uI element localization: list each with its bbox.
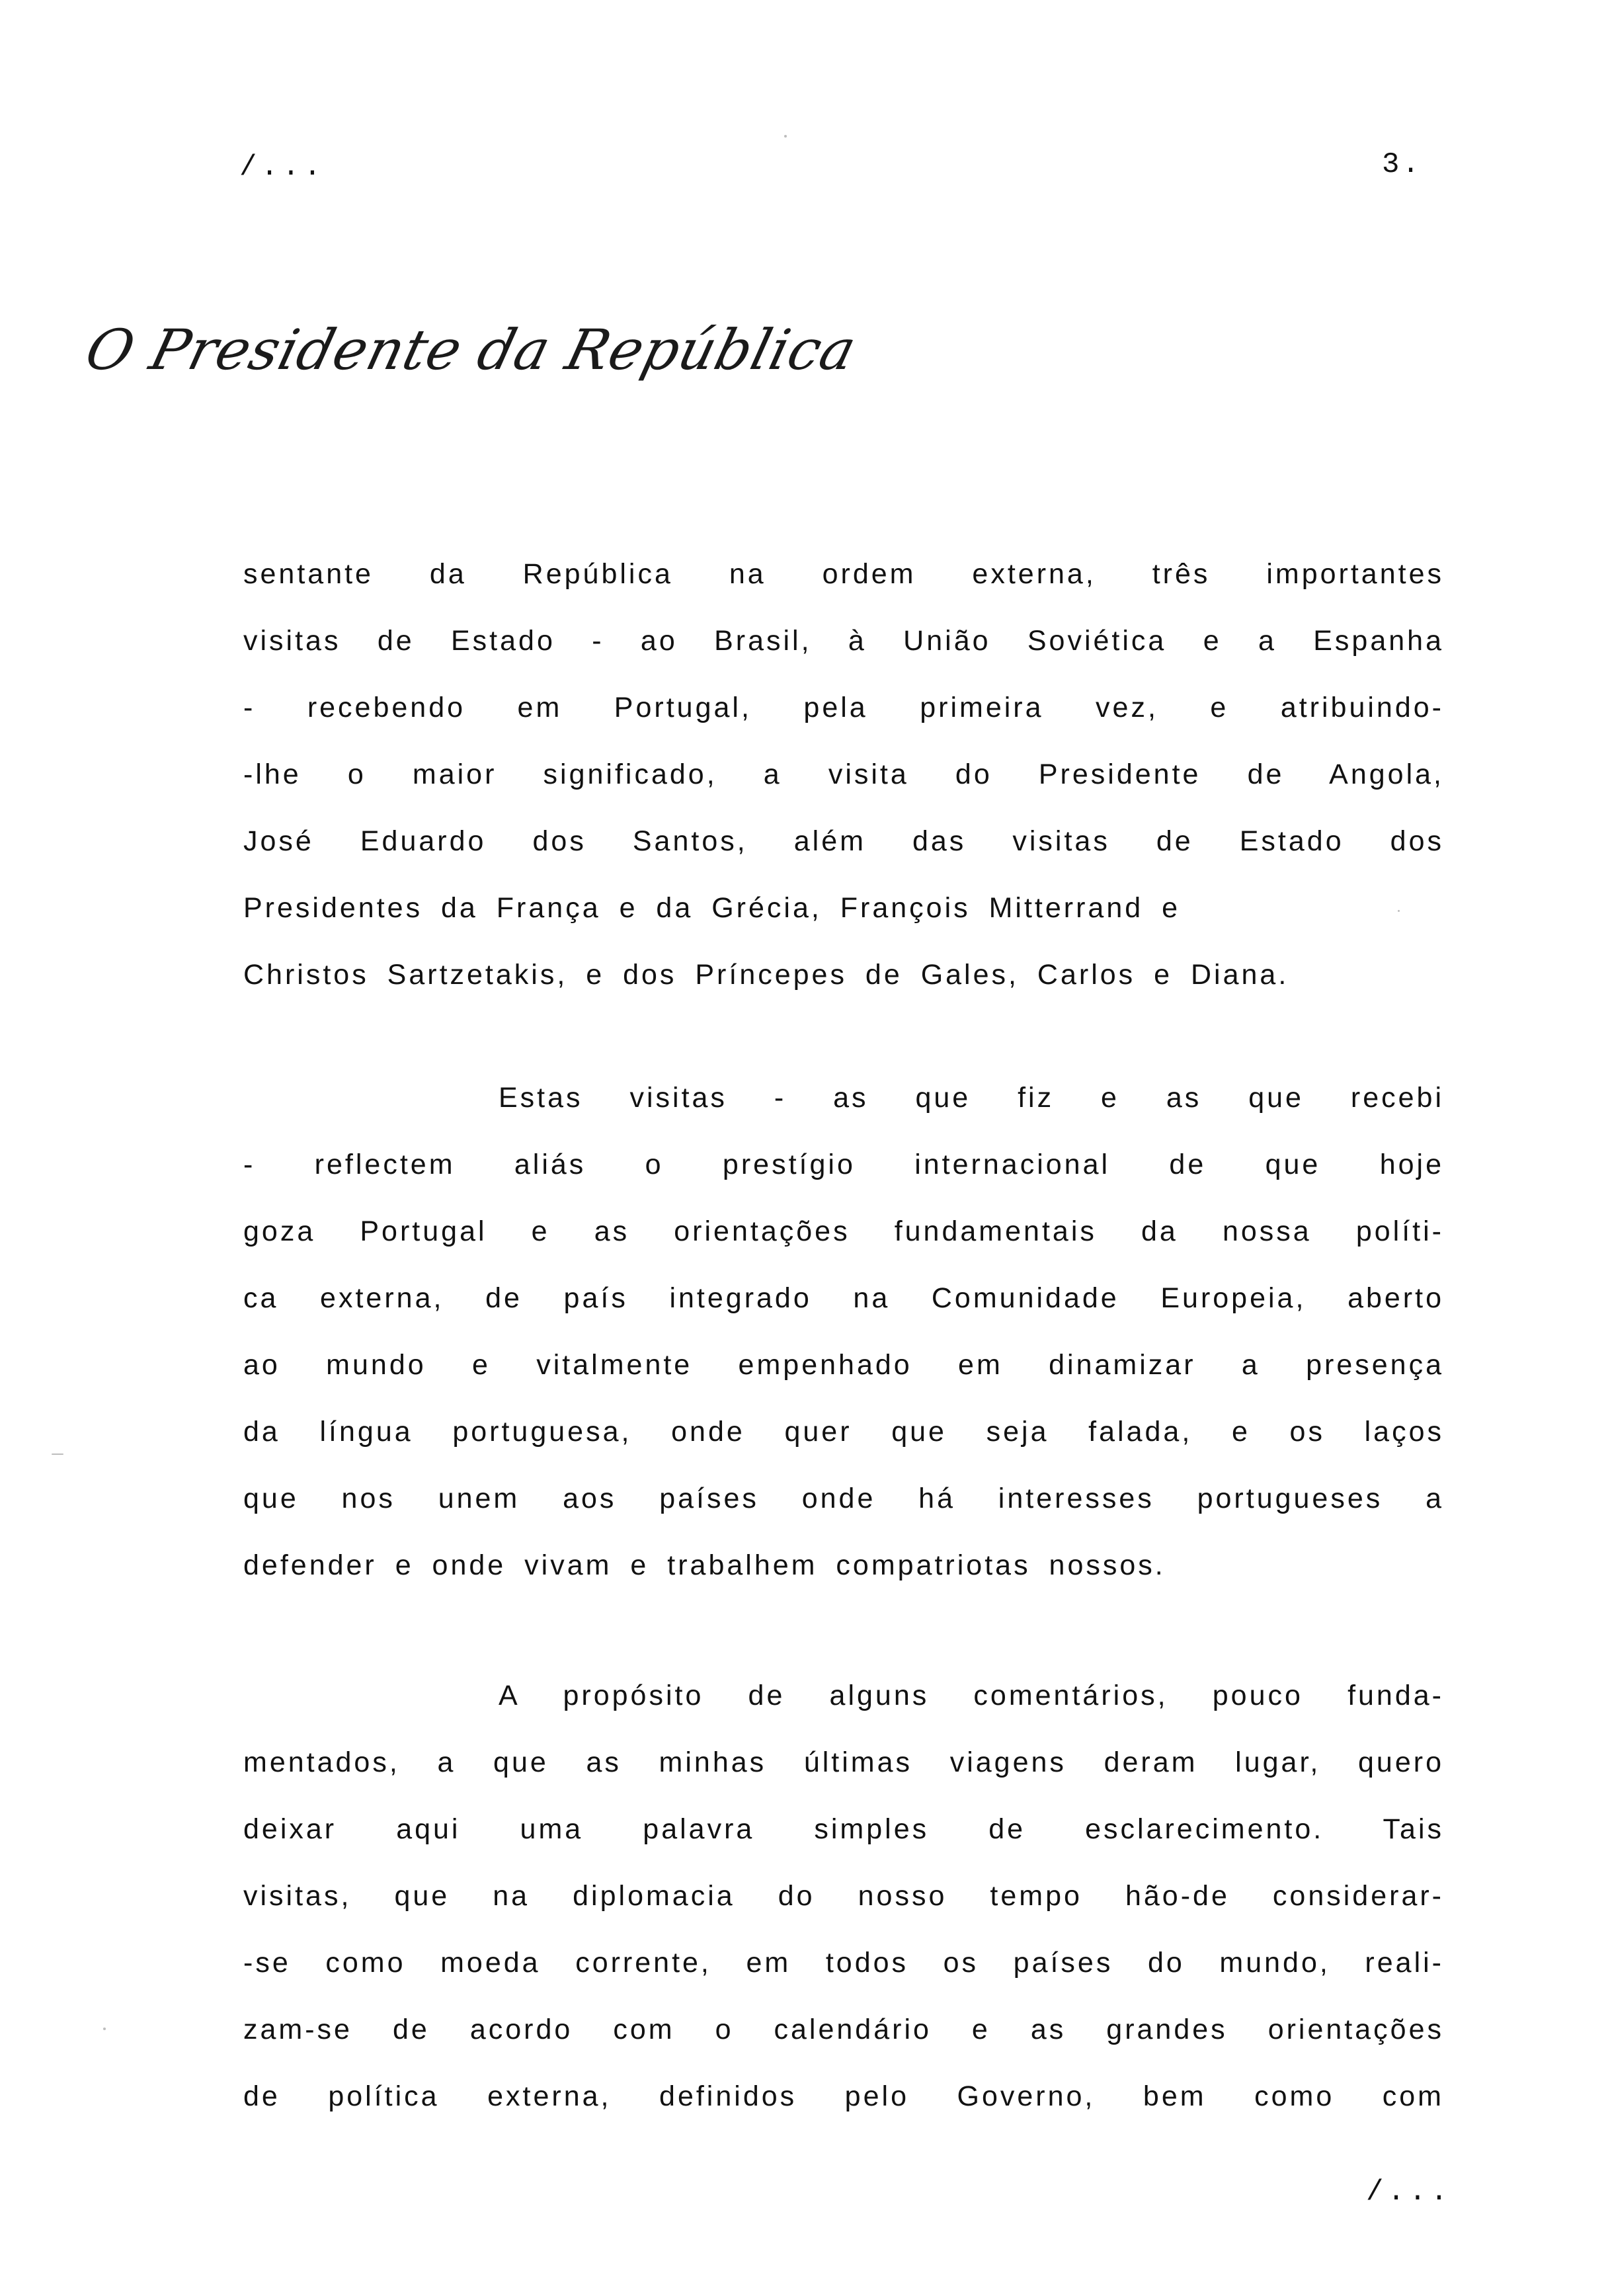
text-line: sentante da República na ordem externa, três importantes (243, 558, 1444, 590)
text-line: - reflectem aliás o prestígio internacional de que hoje (243, 1149, 1444, 1180)
continuation-mark-top: /... (239, 151, 325, 184)
text-line: - recebendo em Portugal, pela primeira vez, e atribuindo- (243, 692, 1444, 723)
page-number: 3. (1382, 148, 1422, 181)
scan-speck (103, 2028, 106, 2030)
text-line: defender e onde vivam e trabalhem compatriotas nossos. (243, 1549, 1166, 1581)
text-line: Estas visitas - as que fiz e as que recebi (499, 1082, 1444, 1114)
text-line: A propósito de alguns comentários, pouco funda- (499, 1680, 1444, 1711)
text-line: que nos unem aos países onde há interesses portugueses a (243, 1483, 1444, 1514)
scan-speck (52, 1454, 63, 1455)
text-line: -lhe o maior significado, a visita do Presidente de Angola, (243, 758, 1444, 790)
text-line: -se como moeda corrente, em todos os países do mundo, reali- (243, 1947, 1444, 1979)
continuation-mark-bottom: /... (1366, 2176, 1452, 2209)
text-line: deixar aqui uma palavra simples de esclarecimento. Tais (243, 1813, 1444, 1845)
paragraph-3 (243, 1662, 1444, 2130)
scan-speck (1398, 910, 1400, 912)
text-line: José Eduardo dos Santos, além das visitas de Estado dos (243, 825, 1444, 857)
text-line: Presidentes da França e da Grécia, François Mitterrand e (243, 892, 1181, 924)
text-line: zam-se de acordo com o calendário e as grandes orientações (243, 2014, 1444, 2045)
text-line: visitas, que na diplomacia do nosso tempo hão-de considerar- (243, 1880, 1444, 1912)
text-line: mentados, a que as minhas últimas viagens deram lugar, quero (243, 1746, 1444, 1778)
letterhead: O Presidente da República (79, 317, 864, 382)
text-line: ao mundo e vitalmente empenhado em dinamizar a presença (243, 1349, 1444, 1381)
text-line: ca externa, de país integrado na Comunidade Europeia, aberto (243, 1282, 1444, 1314)
paragraph-2 (243, 1065, 1444, 1599)
text-line: Christos Sartzetakis, e dos Príncepes de Gales, Carlos e Diana. (243, 959, 1289, 991)
text-line: visitas de Estado - ao Brasil, à União Soviética e a Espanha (243, 625, 1444, 657)
text-line: de política externa, definidos pelo Governo, bem como com (243, 2080, 1444, 2112)
text-line: goza Portugal e as orientações fundamentais da nossa políti- (243, 1215, 1444, 1247)
paragraph-1 (243, 541, 1444, 1008)
text-line: da língua portuguesa, onde quer que seja falada, e os laços (243, 1416, 1444, 1448)
scan-speck (784, 135, 787, 138)
